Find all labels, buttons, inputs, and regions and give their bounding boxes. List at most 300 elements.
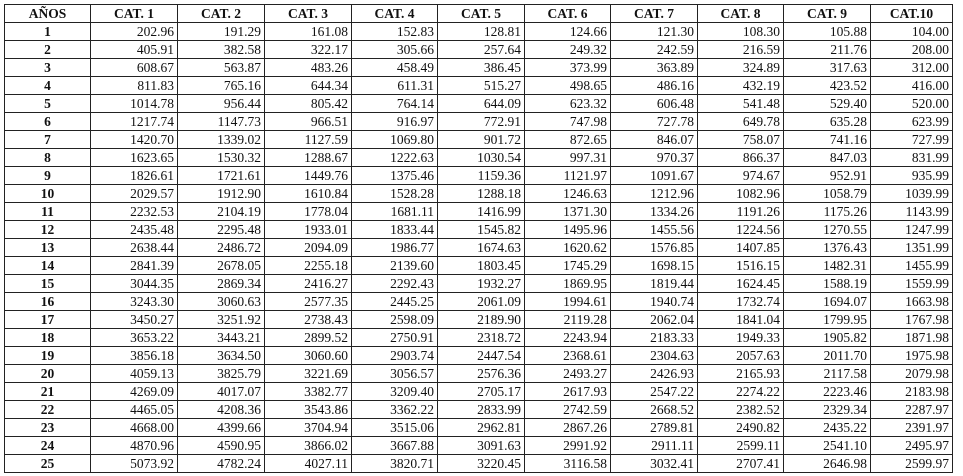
value-cell: 1975.98 bbox=[871, 347, 953, 365]
value-cell: 2223.46 bbox=[784, 383, 871, 401]
value-cell: 3667.88 bbox=[352, 437, 438, 455]
year-cell: 12 bbox=[5, 221, 91, 239]
value-cell: 2391.97 bbox=[871, 419, 953, 437]
table-row bbox=[5, 95, 953, 113]
value-cell: 3543.86 bbox=[265, 401, 352, 419]
value-cell: 1576.85 bbox=[611, 239, 698, 257]
value-cell: 2295.48 bbox=[178, 221, 265, 239]
value-cell: 1869.95 bbox=[525, 275, 611, 293]
value-cell: 161.08 bbox=[265, 23, 352, 41]
value-cell: 2869.34 bbox=[178, 275, 265, 293]
column-header-cat-7: CAT. 7 bbox=[611, 5, 698, 23]
value-cell: 2304.63 bbox=[611, 347, 698, 365]
column-header-cat-2: CAT. 2 bbox=[178, 5, 265, 23]
value-cell: 1623.65 bbox=[91, 149, 178, 167]
value-cell: 2445.25 bbox=[352, 293, 438, 311]
value-cell: 952.91 bbox=[784, 167, 871, 185]
value-cell: 805.42 bbox=[265, 95, 352, 113]
value-cell: 3056.57 bbox=[352, 365, 438, 383]
value-cell: 2750.91 bbox=[352, 329, 438, 347]
table-row bbox=[5, 23, 953, 41]
value-cell: 312.00 bbox=[871, 59, 953, 77]
value-cell: 1833.44 bbox=[352, 221, 438, 239]
value-cell: 2738.43 bbox=[265, 311, 352, 329]
value-cell: 811.83 bbox=[91, 77, 178, 95]
value-cell: 2117.58 bbox=[784, 365, 871, 383]
value-cell: 1841.04 bbox=[698, 311, 784, 329]
value-cell: 2243.94 bbox=[525, 329, 611, 347]
year-cell: 22 bbox=[5, 401, 91, 419]
value-cell: 373.99 bbox=[525, 59, 611, 77]
value-cell: 2495.97 bbox=[871, 437, 953, 455]
value-cell: 3866.02 bbox=[265, 437, 352, 455]
value-cell: 121.30 bbox=[611, 23, 698, 41]
value-cell: 529.40 bbox=[784, 95, 871, 113]
table-row bbox=[5, 311, 953, 329]
table-row bbox=[5, 455, 953, 473]
year-cell: 4 bbox=[5, 77, 91, 95]
value-cell: 765.16 bbox=[178, 77, 265, 95]
value-cell: 1516.15 bbox=[698, 257, 784, 275]
value-cell: 432.19 bbox=[698, 77, 784, 95]
value-cell: 1620.62 bbox=[525, 239, 611, 257]
table-body bbox=[5, 23, 953, 473]
value-cell: 2057.63 bbox=[698, 347, 784, 365]
value-cell: 3362.22 bbox=[352, 401, 438, 419]
value-cell: 2274.22 bbox=[698, 383, 784, 401]
value-cell: 2598.09 bbox=[352, 311, 438, 329]
value-cell: 3116.58 bbox=[525, 455, 611, 473]
value-cell: 649.78 bbox=[698, 113, 784, 131]
value-cell: 1212.96 bbox=[611, 185, 698, 203]
value-cell: 3515.06 bbox=[352, 419, 438, 437]
value-cell: 1721.61 bbox=[178, 167, 265, 185]
value-cell: 1871.98 bbox=[871, 329, 953, 347]
value-cell: 974.67 bbox=[698, 167, 784, 185]
value-cell: 1932.27 bbox=[438, 275, 525, 293]
value-cell: 2382.52 bbox=[698, 401, 784, 419]
value-cell: 211.76 bbox=[784, 41, 871, 59]
value-cell: 1058.79 bbox=[784, 185, 871, 203]
value-cell: 1455.99 bbox=[871, 257, 953, 275]
value-cell: 2061.09 bbox=[438, 293, 525, 311]
year-cell: 17 bbox=[5, 311, 91, 329]
value-cell: 2183.98 bbox=[871, 383, 953, 401]
value-cell: 4399.66 bbox=[178, 419, 265, 437]
value-cell: 1175.26 bbox=[784, 203, 871, 221]
value-cell: 324.89 bbox=[698, 59, 784, 77]
value-cell: 1246.63 bbox=[525, 185, 611, 203]
year-cell: 11 bbox=[5, 203, 91, 221]
value-cell: 623.99 bbox=[871, 113, 953, 131]
year-cell: 8 bbox=[5, 149, 91, 167]
value-cell: 1030.54 bbox=[438, 149, 525, 167]
value-cell: 2841.39 bbox=[91, 257, 178, 275]
table-row bbox=[5, 293, 953, 311]
value-cell: 2490.82 bbox=[698, 419, 784, 437]
value-cell: 2833.99 bbox=[438, 401, 525, 419]
value-cell: 611.31 bbox=[352, 77, 438, 95]
value-cell: 2104.19 bbox=[178, 203, 265, 221]
table-row bbox=[5, 401, 953, 419]
value-cell: 257.64 bbox=[438, 41, 525, 59]
value-cell: 1247.99 bbox=[871, 221, 953, 239]
table-row bbox=[5, 41, 953, 59]
value-cell: 2029.57 bbox=[91, 185, 178, 203]
value-cell: 2707.41 bbox=[698, 455, 784, 473]
value-cell: 1912.90 bbox=[178, 185, 265, 203]
salary-table-sheet bbox=[4, 4, 953, 473]
value-cell: 1986.77 bbox=[352, 239, 438, 257]
value-cell: 2435.22 bbox=[784, 419, 871, 437]
column-header-cat-1: CAT. 1 bbox=[91, 5, 178, 23]
value-cell: 997.31 bbox=[525, 149, 611, 167]
value-cell: 2183.33 bbox=[611, 329, 698, 347]
table-row bbox=[5, 437, 953, 455]
value-cell: 758.07 bbox=[698, 131, 784, 149]
value-cell: 3060.63 bbox=[178, 293, 265, 311]
value-cell: 3032.41 bbox=[611, 455, 698, 473]
value-cell: 1082.96 bbox=[698, 185, 784, 203]
value-cell: 1376.43 bbox=[784, 239, 871, 257]
column-header-cat-6: CAT. 6 bbox=[525, 5, 611, 23]
value-cell: 2668.52 bbox=[611, 401, 698, 419]
value-cell: 1732.74 bbox=[698, 293, 784, 311]
table-row bbox=[5, 185, 953, 203]
table-row bbox=[5, 131, 953, 149]
value-cell: 305.66 bbox=[352, 41, 438, 59]
value-cell: 2139.60 bbox=[352, 257, 438, 275]
value-cell: 1559.99 bbox=[871, 275, 953, 293]
value-cell: 1407.85 bbox=[698, 239, 784, 257]
value-cell: 3825.79 bbox=[178, 365, 265, 383]
value-cell: 847.03 bbox=[784, 149, 871, 167]
table-row bbox=[5, 203, 953, 221]
value-cell: 644.34 bbox=[265, 77, 352, 95]
year-cell: 9 bbox=[5, 167, 91, 185]
value-cell: 104.00 bbox=[871, 23, 953, 41]
value-cell: 1610.84 bbox=[265, 185, 352, 203]
value-cell: 2899.52 bbox=[265, 329, 352, 347]
value-cell: 2493.27 bbox=[525, 365, 611, 383]
value-cell: 1663.98 bbox=[871, 293, 953, 311]
year-cell: 16 bbox=[5, 293, 91, 311]
value-cell: 1994.61 bbox=[525, 293, 611, 311]
value-cell: 1528.28 bbox=[352, 185, 438, 203]
value-cell: 3820.71 bbox=[352, 455, 438, 473]
value-cell: 2646.98 bbox=[784, 455, 871, 473]
column-header-cat-9: CAT. 9 bbox=[784, 5, 871, 23]
value-cell: 2079.98 bbox=[871, 365, 953, 383]
year-cell: 5 bbox=[5, 95, 91, 113]
value-cell: 3382.77 bbox=[265, 383, 352, 401]
value-cell: 1143.99 bbox=[871, 203, 953, 221]
table-row bbox=[5, 275, 953, 293]
year-cell: 21 bbox=[5, 383, 91, 401]
value-cell: 4465.05 bbox=[91, 401, 178, 419]
value-cell: 1933.01 bbox=[265, 221, 352, 239]
value-cell: 2577.35 bbox=[265, 293, 352, 311]
value-cell: 1288.18 bbox=[438, 185, 525, 203]
value-cell: 747.98 bbox=[525, 113, 611, 131]
value-cell: 916.97 bbox=[352, 113, 438, 131]
value-cell: 966.51 bbox=[265, 113, 352, 131]
value-cell: 1127.59 bbox=[265, 131, 352, 149]
value-cell: 483.26 bbox=[265, 59, 352, 77]
value-cell: 2789.81 bbox=[611, 419, 698, 437]
value-cell: 1217.74 bbox=[91, 113, 178, 131]
value-cell: 191.29 bbox=[178, 23, 265, 41]
value-cell: 3634.50 bbox=[178, 347, 265, 365]
value-cell: 2599.11 bbox=[698, 437, 784, 455]
year-cell: 6 bbox=[5, 113, 91, 131]
value-cell: 541.48 bbox=[698, 95, 784, 113]
value-cell: 3209.40 bbox=[352, 383, 438, 401]
value-cell: 2903.74 bbox=[352, 347, 438, 365]
value-cell: 4208.36 bbox=[178, 401, 265, 419]
value-cell: 3856.18 bbox=[91, 347, 178, 365]
value-cell: 1819.44 bbox=[611, 275, 698, 293]
value-cell: 2547.22 bbox=[611, 383, 698, 401]
value-cell: 216.59 bbox=[698, 41, 784, 59]
value-cell: 1091.67 bbox=[611, 167, 698, 185]
value-cell: 644.09 bbox=[438, 95, 525, 113]
value-cell: 2189.90 bbox=[438, 311, 525, 329]
value-cell: 2867.26 bbox=[525, 419, 611, 437]
value-cell: 4269.09 bbox=[91, 383, 178, 401]
column-header-cat-5: CAT. 5 bbox=[438, 5, 525, 23]
value-cell: 1803.45 bbox=[438, 257, 525, 275]
value-cell: 382.58 bbox=[178, 41, 265, 59]
value-cell: 831.99 bbox=[871, 149, 953, 167]
value-cell: 3653.22 bbox=[91, 329, 178, 347]
value-cell: 242.59 bbox=[611, 41, 698, 59]
column-header-cat-3: CAT. 3 bbox=[265, 5, 352, 23]
year-cell: 14 bbox=[5, 257, 91, 275]
year-cell: 24 bbox=[5, 437, 91, 455]
table-row bbox=[5, 329, 953, 347]
value-cell: 317.63 bbox=[784, 59, 871, 77]
value-cell: 515.27 bbox=[438, 77, 525, 95]
table-row bbox=[5, 347, 953, 365]
table-row bbox=[5, 221, 953, 239]
value-cell: 563.87 bbox=[178, 59, 265, 77]
value-cell: 3060.60 bbox=[265, 347, 352, 365]
value-cell: 2094.09 bbox=[265, 239, 352, 257]
value-cell: 249.32 bbox=[525, 41, 611, 59]
value-cell: 1949.33 bbox=[698, 329, 784, 347]
value-cell: 3251.92 bbox=[178, 311, 265, 329]
table-row bbox=[5, 149, 953, 167]
value-cell: 1420.70 bbox=[91, 131, 178, 149]
value-cell: 866.37 bbox=[698, 149, 784, 167]
value-cell: 2486.72 bbox=[178, 239, 265, 257]
value-cell: 608.67 bbox=[91, 59, 178, 77]
column-header-years: AÑOS bbox=[5, 5, 91, 23]
value-cell: 3221.69 bbox=[265, 365, 352, 383]
value-cell: 4782.24 bbox=[178, 455, 265, 473]
value-cell: 1455.56 bbox=[611, 221, 698, 239]
value-cell: 606.48 bbox=[611, 95, 698, 113]
value-cell: 1624.45 bbox=[698, 275, 784, 293]
value-cell: 2435.48 bbox=[91, 221, 178, 239]
value-cell: 4590.95 bbox=[178, 437, 265, 455]
year-cell: 2 bbox=[5, 41, 91, 59]
value-cell: 2447.54 bbox=[438, 347, 525, 365]
value-cell: 2576.36 bbox=[438, 365, 525, 383]
value-cell: 1767.98 bbox=[871, 311, 953, 329]
value-cell: 202.96 bbox=[91, 23, 178, 41]
value-cell: 128.81 bbox=[438, 23, 525, 41]
value-cell: 1191.26 bbox=[698, 203, 784, 221]
column-header-cat-4: CAT. 4 bbox=[352, 5, 438, 23]
value-cell: 2287.97 bbox=[871, 401, 953, 419]
value-cell: 1698.15 bbox=[611, 257, 698, 275]
year-cell: 10 bbox=[5, 185, 91, 203]
value-cell: 5073.92 bbox=[91, 455, 178, 473]
value-cell: 416.00 bbox=[871, 77, 953, 95]
value-cell: 1014.78 bbox=[91, 95, 178, 113]
value-cell: 2368.61 bbox=[525, 347, 611, 365]
value-cell: 635.28 bbox=[784, 113, 871, 131]
table-row bbox=[5, 113, 953, 131]
salary-table bbox=[4, 4, 953, 473]
value-cell: 1545.82 bbox=[438, 221, 525, 239]
value-cell: 2255.18 bbox=[265, 257, 352, 275]
year-cell: 15 bbox=[5, 275, 91, 293]
value-cell: 1482.31 bbox=[784, 257, 871, 275]
value-cell: 1449.76 bbox=[265, 167, 352, 185]
value-cell: 363.89 bbox=[611, 59, 698, 77]
value-cell: 1222.63 bbox=[352, 149, 438, 167]
value-cell: 741.16 bbox=[784, 131, 871, 149]
year-cell: 18 bbox=[5, 329, 91, 347]
value-cell: 386.45 bbox=[438, 59, 525, 77]
value-cell: 2705.17 bbox=[438, 383, 525, 401]
value-cell: 1147.73 bbox=[178, 113, 265, 131]
value-cell: 486.16 bbox=[611, 77, 698, 95]
value-cell: 1121.97 bbox=[525, 167, 611, 185]
value-cell: 1799.95 bbox=[784, 311, 871, 329]
value-cell: 2638.44 bbox=[91, 239, 178, 257]
table-row bbox=[5, 239, 953, 257]
value-cell: 1416.99 bbox=[438, 203, 525, 221]
value-cell: 970.37 bbox=[611, 149, 698, 167]
value-cell: 405.91 bbox=[91, 41, 178, 59]
table-row bbox=[5, 77, 953, 95]
value-cell: 1778.04 bbox=[265, 203, 352, 221]
table-row bbox=[5, 419, 953, 437]
year-cell: 25 bbox=[5, 455, 91, 473]
value-cell: 1495.96 bbox=[525, 221, 611, 239]
value-cell: 1375.46 bbox=[352, 167, 438, 185]
value-cell: 1530.32 bbox=[178, 149, 265, 167]
value-cell: 1588.19 bbox=[784, 275, 871, 293]
value-cell: 1270.55 bbox=[784, 221, 871, 239]
value-cell: 4017.07 bbox=[178, 383, 265, 401]
value-cell: 1069.80 bbox=[352, 131, 438, 149]
value-cell: 846.07 bbox=[611, 131, 698, 149]
value-cell: 2911.11 bbox=[611, 437, 698, 455]
value-cell: 124.66 bbox=[525, 23, 611, 41]
value-cell: 498.65 bbox=[525, 77, 611, 95]
value-cell: 2962.81 bbox=[438, 419, 525, 437]
value-cell: 901.72 bbox=[438, 131, 525, 149]
value-cell: 4027.11 bbox=[265, 455, 352, 473]
table-header bbox=[5, 5, 953, 23]
year-cell: 19 bbox=[5, 347, 91, 365]
value-cell: 764.14 bbox=[352, 95, 438, 113]
value-cell: 2541.10 bbox=[784, 437, 871, 455]
value-cell: 2329.34 bbox=[784, 401, 871, 419]
value-cell: 2232.53 bbox=[91, 203, 178, 221]
value-cell: 727.99 bbox=[871, 131, 953, 149]
value-cell: 322.17 bbox=[265, 41, 352, 59]
value-cell: 2678.05 bbox=[178, 257, 265, 275]
value-cell: 2011.70 bbox=[784, 347, 871, 365]
value-cell: 3704.94 bbox=[265, 419, 352, 437]
value-cell: 772.91 bbox=[438, 113, 525, 131]
value-cell: 623.32 bbox=[525, 95, 611, 113]
table-row bbox=[5, 257, 953, 275]
value-cell: 2165.93 bbox=[698, 365, 784, 383]
table-row bbox=[5, 383, 953, 401]
year-cell: 13 bbox=[5, 239, 91, 257]
value-cell: 1351.99 bbox=[871, 239, 953, 257]
value-cell: 1674.63 bbox=[438, 239, 525, 257]
value-cell: 2599.97 bbox=[871, 455, 953, 473]
value-cell: 2426.93 bbox=[611, 365, 698, 383]
table-row bbox=[5, 365, 953, 383]
value-cell: 935.99 bbox=[871, 167, 953, 185]
value-cell: 2062.04 bbox=[611, 311, 698, 329]
value-cell: 3220.45 bbox=[438, 455, 525, 473]
year-cell: 7 bbox=[5, 131, 91, 149]
column-header-cat-8: CAT. 8 bbox=[698, 5, 784, 23]
value-cell: 520.00 bbox=[871, 95, 953, 113]
value-cell: 2119.28 bbox=[525, 311, 611, 329]
value-cell: 458.49 bbox=[352, 59, 438, 77]
value-cell: 956.44 bbox=[178, 95, 265, 113]
value-cell: 1371.30 bbox=[525, 203, 611, 221]
column-header-cat-10: CAT.10 bbox=[871, 5, 953, 23]
value-cell: 152.83 bbox=[352, 23, 438, 41]
value-cell: 4870.96 bbox=[91, 437, 178, 455]
value-cell: 4059.13 bbox=[91, 365, 178, 383]
value-cell: 2416.27 bbox=[265, 275, 352, 293]
value-cell: 2617.93 bbox=[525, 383, 611, 401]
value-cell: 1681.11 bbox=[352, 203, 438, 221]
table-row bbox=[5, 167, 953, 185]
value-cell: 1224.56 bbox=[698, 221, 784, 239]
value-cell: 2318.72 bbox=[438, 329, 525, 347]
value-cell: 3443.21 bbox=[178, 329, 265, 347]
value-cell: 208.00 bbox=[871, 41, 953, 59]
value-cell: 872.65 bbox=[525, 131, 611, 149]
year-cell: 20 bbox=[5, 365, 91, 383]
value-cell: 727.78 bbox=[611, 113, 698, 131]
year-cell: 23 bbox=[5, 419, 91, 437]
value-cell: 423.52 bbox=[784, 77, 871, 95]
year-cell: 1 bbox=[5, 23, 91, 41]
value-cell: 1694.07 bbox=[784, 293, 871, 311]
value-cell: 2991.92 bbox=[525, 437, 611, 455]
value-cell: 2742.59 bbox=[525, 401, 611, 419]
value-cell: 105.88 bbox=[784, 23, 871, 41]
value-cell: 1339.02 bbox=[178, 131, 265, 149]
value-cell: 3243.30 bbox=[91, 293, 178, 311]
value-cell: 2292.43 bbox=[352, 275, 438, 293]
